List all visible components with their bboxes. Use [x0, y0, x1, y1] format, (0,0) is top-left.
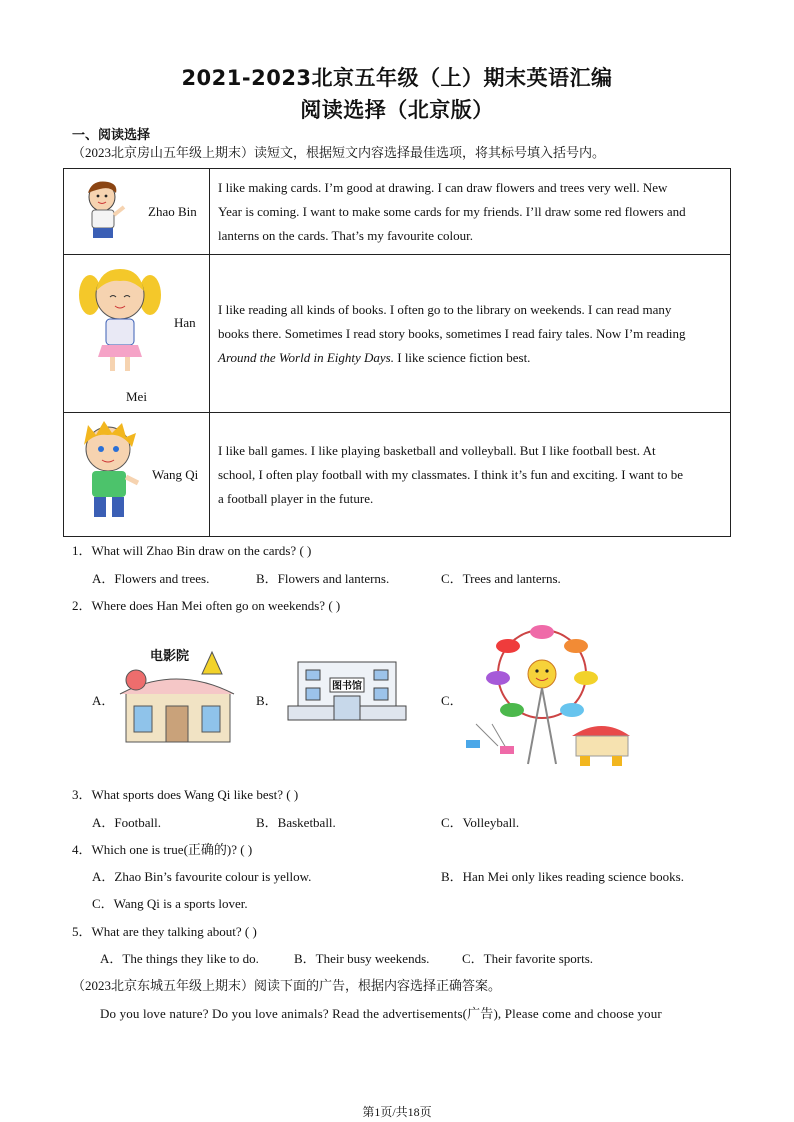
q4-option-c[interactable]: C．Wang Qi is a sports lover. [92, 896, 248, 911]
section-heading: 一、阅读选择 [72, 128, 151, 143]
document-title: 2021-2023北京五年级（上）期末英语汇编 [181, 66, 613, 90]
question-3 [72, 784, 298, 803]
table-row-zhao-bin [64, 169, 731, 255]
source-note-2: （2023北京东城五年级上期末）阅读下面的广告，根据内容选择正确答案。 [72, 978, 502, 993]
q1-option-b[interactable]: B．Flowers and lanterns. [256, 571, 390, 586]
cinema-icon[interactable] [112, 644, 240, 750]
library-icon[interactable] [282, 656, 412, 726]
q4-option-b[interactable]: B．Han Mei only likes reading science books. [441, 869, 684, 884]
name-han-mei-part2: Mei [126, 389, 147, 404]
boy-drawing-icon [74, 419, 146, 523]
question-text: Where does Han Mei often go on weekends? ( ) [91, 598, 341, 613]
text-line: school, I often play football with my classmates. I think it’s fun and exciting. I want to be [218, 466, 684, 482]
question-4 [72, 839, 252, 858]
question-number: 4． [72, 842, 92, 857]
q4-option-a[interactable]: A．Zhao Bin’s favourite colour is yellow. [92, 869, 312, 884]
question-number: 3． [72, 787, 92, 802]
q2-option-c[interactable]: C． [441, 693, 463, 708]
question-2 [72, 595, 340, 614]
cinema-label: 电影院 [150, 649, 190, 664]
question-number: 1． [72, 543, 92, 558]
text-line: books there. Sometimes I read story books, sometimes I read fairy tales. Now I’m reading [218, 325, 686, 341]
name-han-mei-part1: Han [174, 315, 196, 330]
zhao-bin-text [210, 169, 731, 255]
book-title: Around the World in Eighty Days. [218, 349, 394, 365]
amusement-park-icon[interactable] [462, 624, 638, 770]
text-line: Year is coming. I want to make some cards for my friends. I’ll draw some red flowers and [218, 203, 686, 219]
text-line: I like reading all kinds of books. I often go to the library on weekends. I can read many [218, 301, 672, 317]
q3-option-b[interactable]: B．Basketball. [256, 815, 336, 830]
text-line: a football player in the future. [218, 490, 374, 506]
text-line: lanterns on the cards. That’s my favourite colour. [218, 227, 473, 243]
name-wang-qi: Wang Qi [152, 467, 199, 482]
q3-option-a[interactable]: A．Football. [92, 815, 161, 830]
q1-option-c[interactable]: C．Trees and lanterns. [441, 571, 561, 586]
han-mei-text [210, 255, 731, 413]
q5-option-b[interactable]: B．Their busy weekends. [294, 951, 430, 966]
boy-drawing-icon [78, 177, 132, 243]
library-label: 图书馆 [332, 681, 362, 692]
girl-drawing-icon [76, 261, 164, 379]
q5-option-a[interactable]: A．The things they like to do. [100, 951, 259, 966]
question-text: What are they talking about? ( ) [91, 924, 257, 939]
zhao-bin-cell [64, 169, 210, 255]
table-row-han-mei [64, 255, 731, 413]
question-5 [72, 921, 257, 940]
text-line: I like making cards. I’m good at drawing. I can draw flowers and trees very well. New [218, 179, 668, 195]
question-1 [72, 540, 311, 559]
text-line [218, 346, 722, 370]
han-mei-cell [64, 255, 210, 413]
name-zhao-bin: Zhao Bin [148, 204, 197, 219]
wang-qi-text [210, 413, 731, 537]
text-line: I like ball games. I like playing basketball and volleyball. But I like football best. At [218, 442, 656, 458]
page-footer: 第1页/共18页 [362, 1105, 432, 1119]
question-text: What will Zhao Bin draw on the cards? ( ) [91, 543, 312, 558]
q2-option-a[interactable]: A． [92, 693, 115, 708]
q5-option-c[interactable]: C．Their favorite sports. [462, 951, 594, 966]
q3-option-c[interactable]: C．Volleyball. [441, 815, 520, 830]
reading-table [63, 168, 731, 537]
q2-option-b[interactable]: B． [256, 693, 278, 708]
question-number: 5． [72, 924, 92, 939]
source-note-1: （2023北京房山五年级上期末）读短文，根据短文内容选择最佳选项，将其标号填入括号内。 [72, 145, 606, 160]
document-subtitle: 阅读选择（北京版） [300, 98, 494, 122]
wang-qi-cell [64, 413, 210, 537]
text-fragment: I like science fiction best. [393, 349, 531, 365]
question-number: 2． [72, 598, 92, 613]
q1-option-a[interactable]: A．Flowers and trees. [92, 571, 210, 586]
question-text: What sports does Wang Qi like best? ( ) [91, 787, 299, 802]
question-text: Which one is true(正确的)? ( ) [91, 842, 253, 857]
table-row-wang-qi [64, 413, 731, 537]
passage-first-line: Do you love nature? Do you love animals? Read the advertisements(广告), Please come and choose your [100, 1006, 662, 1021]
